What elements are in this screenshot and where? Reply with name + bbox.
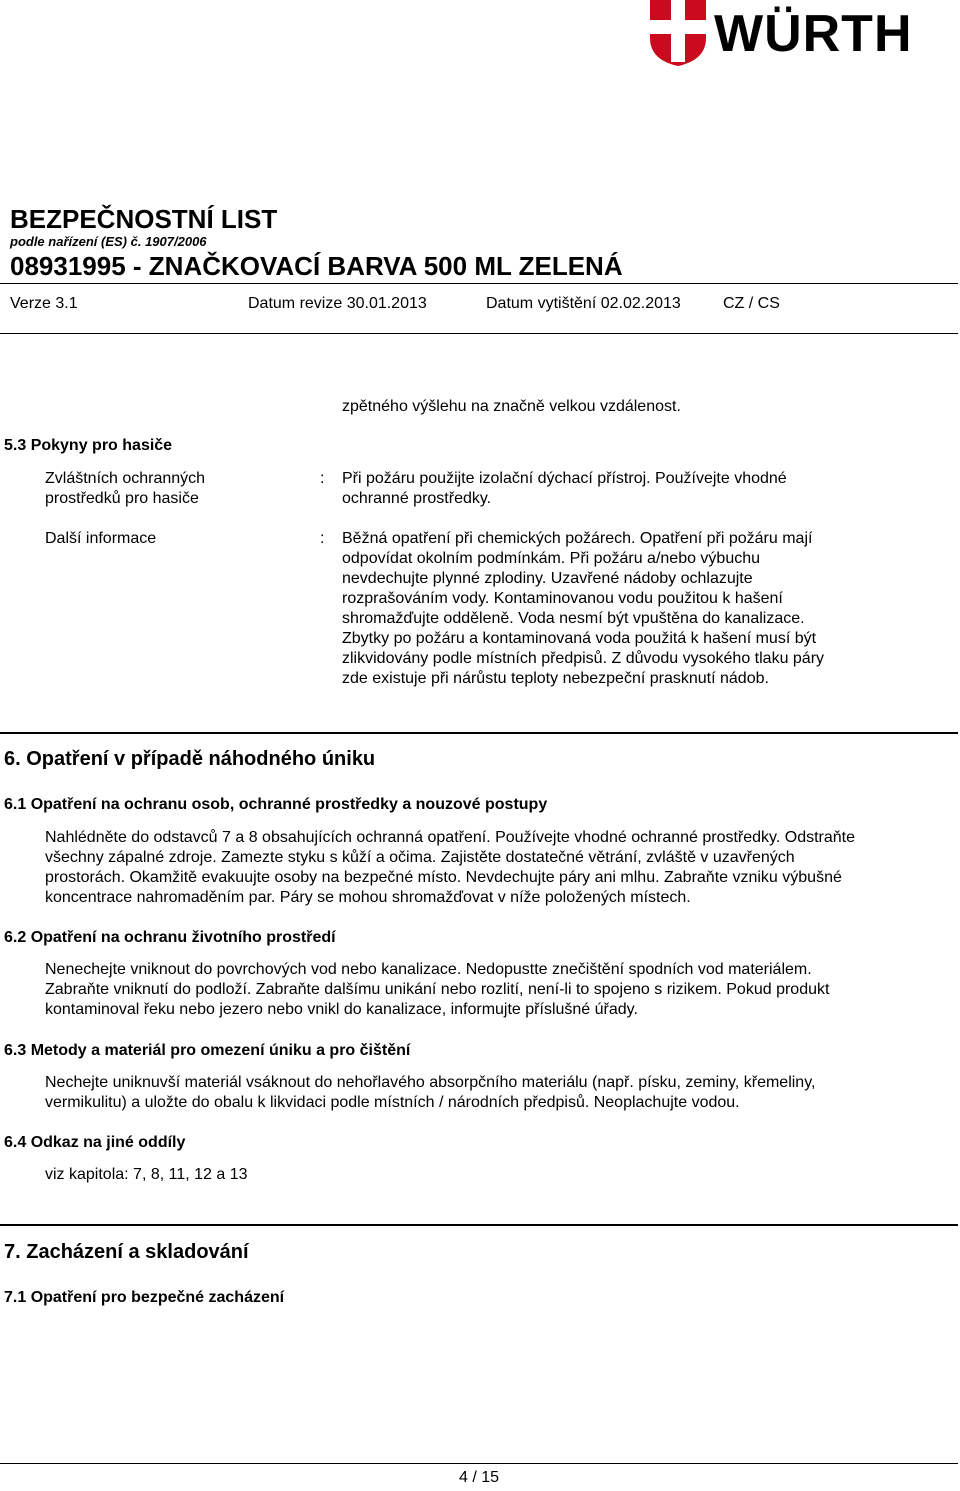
section-6-4-heading: 6.4 Odkaz na jiné oddíly xyxy=(4,1134,186,1151)
value-line: zlikvidovány podle místních předpisů. Z důvodu vysokého tlaku páry xyxy=(342,650,825,667)
label-line: Zvláštních ochranných xyxy=(45,470,206,487)
page-number: 4 / 15 xyxy=(458,1469,500,1486)
section-6-title: 6. Opatření v případě náhodného úniku xyxy=(4,748,376,770)
footer-divider xyxy=(0,1463,958,1464)
row-label-firefighter-equipment xyxy=(45,469,205,509)
body-line: všechny zápalné zdroje. Zamezte styku s kůží a očima. Zajistěte dostatečné větrání, zvláště v uzavřených xyxy=(45,849,795,866)
value-line: Běžná opatření při chemických požárech. Opatření při požáru mají xyxy=(342,530,813,547)
wurth-logo-mark-icon xyxy=(648,0,708,66)
value-line: ochranné prostředky. xyxy=(342,490,492,507)
section-6-4-body xyxy=(45,1165,248,1185)
version: Verze 3.1 xyxy=(10,295,78,312)
value-line: rozprašováním vody. Kontaminovanou vodu použitou k hašení xyxy=(342,590,783,607)
section-6-1-body xyxy=(45,828,855,908)
body-line: koncentrace nahromaděním par. Páry se mohou shromažďovat v níže položených místech. xyxy=(45,889,691,906)
section-7-1-heading: 7.1 Opatření pro bezpečné zacházení xyxy=(4,1289,285,1306)
section-divider xyxy=(0,1224,958,1226)
body-line: Nenechejte vniknout do povrchových vod nebo kanalizace. Nedopustte znečištění spodních vod materiálem. xyxy=(45,961,812,978)
row-label-additional-info xyxy=(45,529,156,549)
label-line: prostředků pro hasiče xyxy=(45,490,199,507)
value-line: Zbytky po požáru a kontaminovaná voda použitá k hašení musí být xyxy=(342,630,817,647)
document-title: BEZPEČNOSTNÍ LIST xyxy=(10,204,278,234)
body-line: Zabraňte vniknutí do podloží. Zabraňte dalšímu unikání nebo rozlití, není-li to spojeno s rizikem. Pokud produkt xyxy=(45,981,830,998)
label-line: Další informace xyxy=(45,530,157,547)
wurth-logo xyxy=(648,0,960,70)
section-7-title: 7. Zacházení a skladování xyxy=(4,1241,249,1263)
body-line: Nechejte uniknuvší materiál vsáknout do nehořlavého absorpčního materiálu (např. písku, zeminy, křemeliny, xyxy=(45,1074,816,1091)
body-line: kontaminoval řeku nebo jezero nebo vnikl do kanalizace, informujte příslušné úřady. xyxy=(45,1001,638,1018)
row-colon: : xyxy=(320,530,325,547)
row-value-firefighter-equipment xyxy=(342,469,787,509)
wurth-logo-text: WÜRTH xyxy=(714,5,913,63)
body-line: prostorách. Okamžitě evakuujte osoby na bezpečné místo. Nevdechujte páry ani mlhu. Zabraňte vzniku výbušné xyxy=(45,869,842,886)
header-bottom-divider xyxy=(0,333,958,334)
section-6-3-body xyxy=(45,1073,815,1113)
body-line: Nahlédněte do odstavců 7 a 8 obsahujících ochranná opatření. Používejte vhodné ochranné prostředky. Odstraňte xyxy=(45,829,856,846)
regulation-subtitle: podle nařízení (ES) č. 1907/2006 xyxy=(10,234,207,249)
header-divider xyxy=(0,283,958,284)
value-line: odpovídat okolním podmínkám. Při požáru a/nebo výbuchu xyxy=(342,550,761,567)
section-6-2-body xyxy=(45,960,829,1020)
value-line: Při požáru použijte izolační dýchací přístroj. Používejte vhodné xyxy=(342,470,787,487)
continuation-text: zpětného výšlehu na značně velkou vzdálenost. xyxy=(342,398,681,415)
section-6-2-heading: 6.2 Opatření na ochranu životního prostředí xyxy=(4,929,336,946)
print-date: Datum vytištění 02.02.2013 xyxy=(486,295,681,312)
body-line: vermikulitu) a uložte do obalu k likvidaci podle místních / národních předpisů. Neoplachujte vodou. xyxy=(45,1094,740,1111)
product-name: 08931995 - ZNAČKOVACÍ BARVA 500 ML ZELENÁ xyxy=(10,251,623,281)
row-colon: : xyxy=(320,470,325,487)
value-line: zde existuje při nárůstu teploty nebezpeční prasknutí nádob. xyxy=(342,670,769,687)
section-divider xyxy=(0,732,958,734)
body-line: viz kapitola: 7, 8, 11, 12 a 13 xyxy=(45,1166,248,1183)
section-6-3-heading: 6.3 Metody a materiál pro omezení úniku a pro čištění xyxy=(4,1042,411,1059)
section-5-3-heading: 5.3 Pokyny pro hasiče xyxy=(4,437,173,454)
revision-date: Datum revize 30.01.2013 xyxy=(248,295,427,312)
value-line: shromažďujte odděleně. Voda nesmí být vpuštěna do kanalizace. xyxy=(342,610,805,627)
section-6-1-heading: 6.1 Opatření na ochranu osob, ochranné prostředky a nouzové postupy xyxy=(4,796,548,813)
row-value-additional-info xyxy=(342,529,824,689)
value-line: nevdechujte plynné zplodiny. Uzavřené nádoby ochlazujte xyxy=(342,570,753,587)
locale: CZ / CS xyxy=(723,295,780,312)
